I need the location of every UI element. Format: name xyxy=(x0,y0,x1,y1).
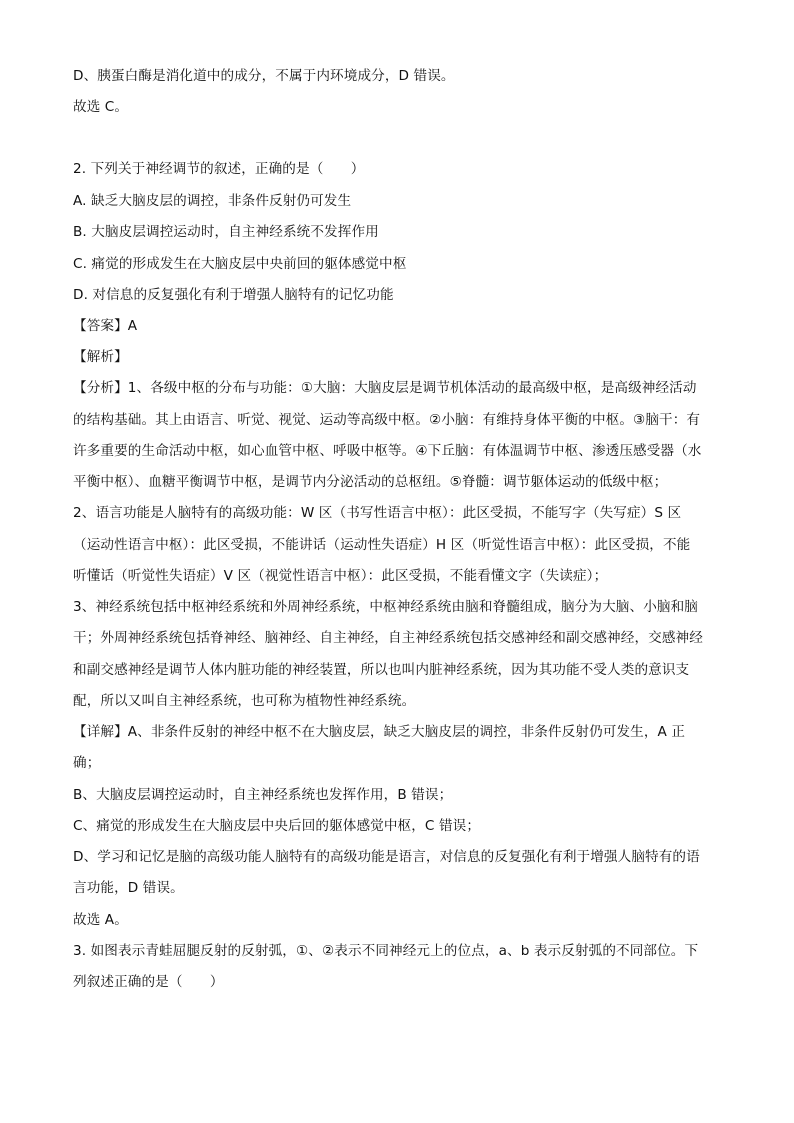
analysis-line: 平衡中枢）、血糖平衡调节中枢，是调节内分泌活动的总枢纽。⑤脊髓：调节躯体运动的低级中枢； xyxy=(73,474,668,490)
q2-answer: 【答案】A xyxy=(73,318,138,334)
prev-option-d: D、胰蛋白酶是消化道中的成分，不属于内环境成分，D 错误。 xyxy=(73,68,455,84)
q2-choice: 故选 A。 xyxy=(73,912,128,928)
q2-option-c: C. 痛觉的形成发生在大脑皮层中央前回的躯体感觉中枢 xyxy=(73,256,407,272)
detail-line: 言功能，D 错误。 xyxy=(73,880,184,896)
detail-line: B、大脑皮层调控运动时，自主神经系统也发挥作用，B 错误； xyxy=(73,787,453,803)
q2-option-a: A. 缺乏大脑皮层的调控，非条件反射仍可发生 xyxy=(73,193,352,209)
detail-line: C、痛觉的形成发生在大脑皮层中央后回的躯体感觉中枢，C 错误； xyxy=(73,818,481,834)
q3-stem-line: 3. 如图表示青蛙屈腿反射的反射弧，①、②表示不同神经元上的位点，a、b 表示反射弧的不同部位。下 xyxy=(73,943,699,959)
detail-line: D、学习和记忆是脑的高级功能人脑特有的高级功能是语言，对信息的反复强化有利于增强人脑特有的语 xyxy=(73,849,700,865)
analysis-line: 的结构基础。其上由语言、听觉、视觉、运动等高级中枢。②小脑：有维持身体平衡的中枢。③脑干：有 xyxy=(73,412,701,428)
q2-option-d: D. 对信息的反复强化有利于增强人脑特有的记忆功能 xyxy=(73,287,394,303)
q3-stem-line: 列叙述正确的是（ ） xyxy=(73,974,224,990)
detail-line: 【详解】A、非条件反射的神经中枢不在大脑皮层，缺乏大脑皮层的调控，非条件反射仍可发生，A 正 xyxy=(73,724,686,740)
q2-option-b: B. 大脑皮层调控运动时，自主神经系统不发挥作用 xyxy=(73,224,379,240)
analysis-line: 配，所以又叫自主神经系统，也可称为植物性神经系统。 xyxy=(73,693,416,709)
analysis-line: 干；外周神经系统包括脊神经、脑神经、自主神经，自主神经系统包括交感神经和副交感神经，交感神经 xyxy=(73,630,703,646)
q2-analysis-title: 【解析】 xyxy=(73,349,128,365)
analysis-line: 许多重要的生命活动中枢，如心血管中枢、呼吸中枢等。④下丘脑：有体温调节中枢、渗透压感受器（水 xyxy=(73,443,702,459)
detail-line: 确； xyxy=(73,755,101,771)
analysis-line: 2、语言功能是人脑特有的高级功能：W 区（书写性语言中枢）：此区受损，不能写字（失写症）S 区 xyxy=(73,505,682,521)
analysis-line: 3、神经系统包括中枢神经系统和外周神经系统，中枢神经系统由脑和脊髓组成，脑分为大脑、小脑和脑 xyxy=(73,599,698,615)
prev-choice: 故选 C。 xyxy=(73,99,129,115)
analysis-line: 听懂话（听觉性失语症）V 区（视觉性语言中枢）：此区受损，不能看懂文字（失读症）； xyxy=(73,568,608,584)
q2-stem: 2. 下列关于神经调节的叙述，正确的是（ ） xyxy=(73,161,365,177)
analysis-line: 和副交感神经是调节人体内脏功能的神经装置，所以也叫内脏神经系统，因为其功能不受人类的意识支 xyxy=(73,662,690,678)
analysis-line: 【分析】1、各级中枢的分布与功能：①大脑：大脑皮层是调节机体活动的最高级中枢，是高级神经活动 xyxy=(73,380,697,396)
analysis-line: （运动性语言中枢）：此区受损，不能讲话（运动性失语症）H 区（听觉性语言中枢）：此区受损，不能 xyxy=(73,537,691,553)
